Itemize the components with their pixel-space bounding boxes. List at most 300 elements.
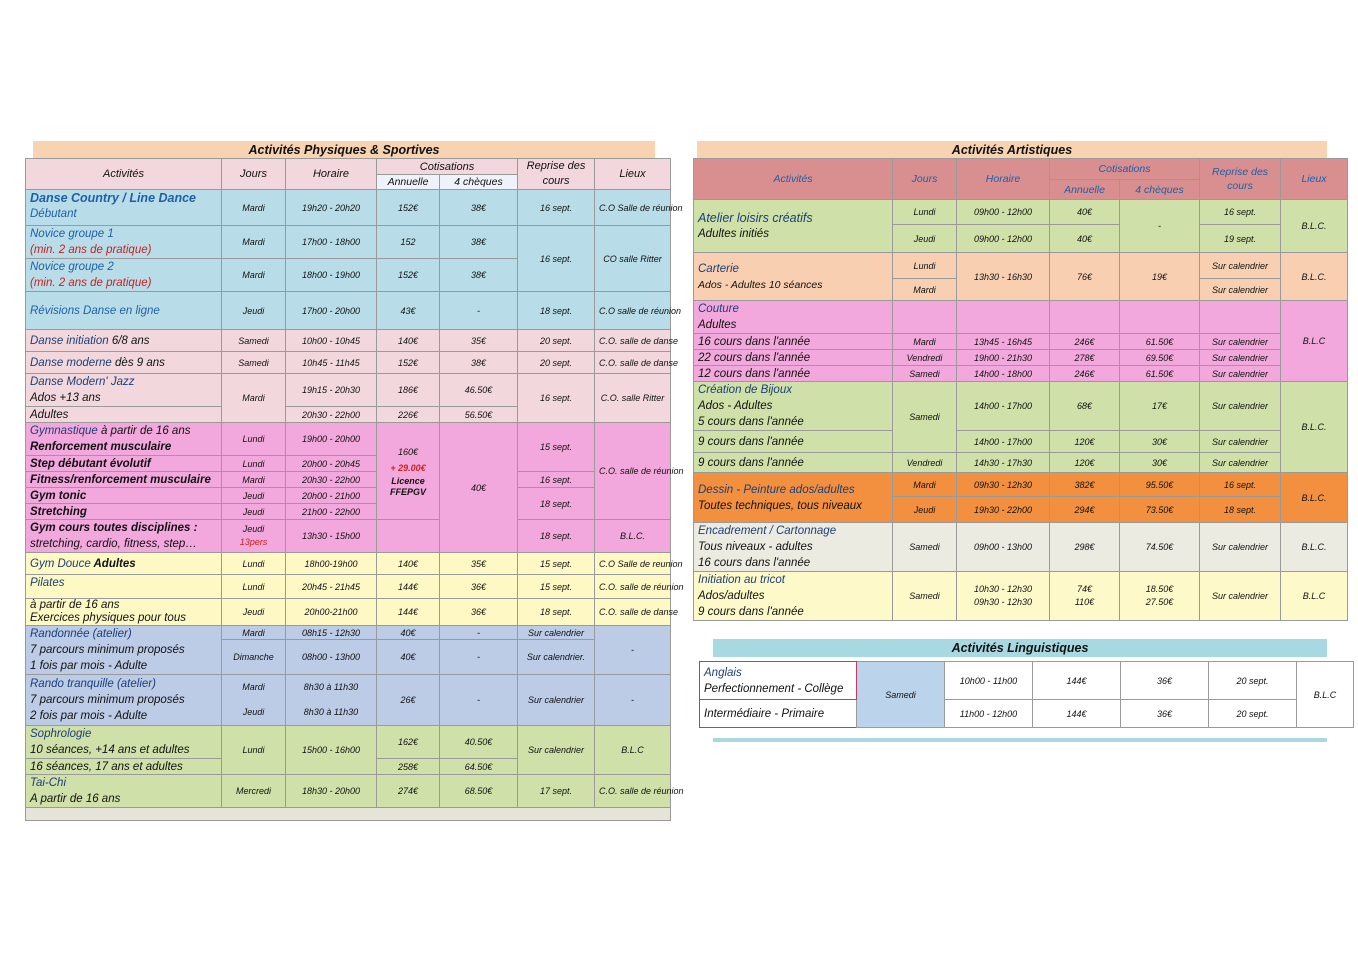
jour-cell: Lundi bbox=[222, 553, 286, 575]
annuelle-cell: 186€ bbox=[377, 374, 440, 407]
header-horaire: Horaire bbox=[957, 159, 1050, 200]
fitness-label: Fitness/renforcement musculaire bbox=[26, 472, 222, 488]
gym-cours-jour: Jeudi bbox=[242, 524, 265, 534]
annuelle-cell: 76€ bbox=[1050, 253, 1120, 301]
gym-cours-places: 13pers bbox=[239, 537, 268, 547]
reprise-cell: Sur calendrier bbox=[1200, 572, 1281, 621]
gym-licence-extra: + 29.00€ bbox=[390, 463, 426, 473]
jour-cell bbox=[893, 301, 957, 334]
cheques-cell: 61.50€ bbox=[1120, 334, 1200, 350]
novice-groupe-1-cell bbox=[26, 226, 222, 259]
novice-groupe-2: Novice groupe 2 bbox=[30, 261, 114, 273]
couture-cell bbox=[694, 301, 893, 334]
gym-douce-cell bbox=[26, 553, 222, 575]
horaire-cell: 19h30 - 22h00 bbox=[957, 497, 1050, 523]
cheques-cell bbox=[1120, 301, 1200, 334]
cheques-cell: 38€ bbox=[440, 259, 518, 292]
annuelle-cell: 144€ bbox=[1033, 700, 1121, 728]
jour-cell: Jeudi bbox=[222, 599, 286, 626]
rando-jour-jeudi: Jeudi bbox=[242, 707, 265, 717]
gymnastique-cell bbox=[26, 423, 222, 456]
reprise-cell: Sur calendrier bbox=[1200, 431, 1281, 453]
atelier-cell bbox=[694, 200, 893, 253]
header-cotisations: Cotisations bbox=[377, 159, 518, 175]
taichi-title: Tai-Chi bbox=[30, 777, 67, 789]
cheques-cell: 36€ bbox=[1121, 700, 1209, 728]
horaire-cell: 18h00 - 19h00 bbox=[286, 259, 377, 292]
reprise-cell: 20 sept. bbox=[1209, 700, 1297, 728]
danse-country-cell bbox=[26, 190, 222, 226]
gym-annuelle: 160€ bbox=[397, 447, 419, 457]
revisions-danse: Révisions Danse en ligne bbox=[26, 292, 222, 330]
cheques-cell: 40.50€ bbox=[440, 726, 518, 759]
randonnee-title: Randonnée (atelier) bbox=[30, 628, 132, 640]
modern-jazz-cell bbox=[26, 374, 222, 407]
artistic-section-title: Activités Artistiques bbox=[697, 141, 1327, 159]
novice-groupe-1-note: (min. 2 ans de pratique) bbox=[30, 244, 152, 256]
danse-moderne-age: dès 9 ans bbox=[111, 356, 165, 369]
annuelle-cell: 382€ bbox=[1050, 473, 1120, 497]
tricot-cheques-1: 18.50€ bbox=[1145, 584, 1174, 594]
annuelle-cell: 274€ bbox=[377, 775, 440, 808]
horaire-cell: 20h45 - 21h45 bbox=[286, 575, 377, 599]
annuelle-cell bbox=[377, 520, 440, 553]
horaire-cell: 20h30 - 22h00 bbox=[286, 407, 377, 423]
lieu-cell: C.O. salle de réunion bbox=[595, 423, 671, 520]
linguistic-section-title: Activités Linguistiques bbox=[713, 639, 1327, 657]
step-label: Step débutant évolutif bbox=[26, 456, 222, 472]
header-lieux: Lieux bbox=[595, 159, 671, 190]
danse-country-debutant: Débutant bbox=[30, 208, 77, 220]
pilates-description: Exercices physiques pour tous bbox=[30, 612, 186, 624]
reprise-cell: 18 sept. bbox=[518, 599, 595, 626]
gym-cheques: 40€ bbox=[440, 423, 518, 553]
annuelle-cell: 144€ bbox=[1033, 662, 1121, 700]
cheques-cell: - bbox=[440, 675, 518, 726]
lieu-cell: B.L.C. bbox=[1281, 473, 1348, 523]
annuelle-cell: 246€ bbox=[1050, 366, 1120, 382]
reprise-cell: 18 sept. bbox=[518, 520, 595, 553]
reprise-cell: Sur calendrier bbox=[1200, 523, 1281, 572]
table-footer-row bbox=[26, 808, 671, 821]
tricot-annuelle-2: 110€ bbox=[1074, 597, 1095, 607]
annuelle-cell: 258€ bbox=[377, 759, 440, 775]
reprise-cell: Sur calendrier bbox=[518, 626, 595, 640]
gym-cours-detail: stretching, cardio, fitness, step… bbox=[30, 538, 197, 550]
jour-cell: Lundi bbox=[222, 575, 286, 599]
couture-option: 16 cours dans l'année bbox=[694, 334, 893, 350]
pilates-cell bbox=[26, 575, 222, 599]
jour-cell: Samedi bbox=[857, 662, 945, 728]
jour-cell: Vendredi bbox=[893, 350, 957, 366]
jour-cell bbox=[222, 675, 286, 726]
jour-cell: Mardi bbox=[893, 473, 957, 497]
danse-country-title: Danse Country / Line Dance bbox=[30, 191, 197, 205]
gym-douce-public: Adultes bbox=[90, 557, 136, 570]
reprise-cell: 16 sept. bbox=[518, 190, 595, 226]
horaire-cell: 11h00 - 12h00 bbox=[945, 700, 1033, 728]
jour-cell: Mardi bbox=[222, 259, 286, 292]
tricot-cours: 9 cours dans l'année bbox=[698, 606, 804, 618]
rando-horaire-2: 8h30 à 11h30 bbox=[303, 707, 359, 717]
cheques-cell: 69.50€ bbox=[1120, 350, 1200, 366]
cheques-cell: - bbox=[440, 292, 518, 330]
cheques-cell: 35€ bbox=[440, 553, 518, 575]
lieu-cell: B.L.C. bbox=[1281, 200, 1348, 253]
header-cheques: 4 chèques bbox=[440, 175, 518, 190]
danse-moderne-label: Danse moderne bbox=[30, 356, 112, 369]
horaire-cell: 20h00-21h00 bbox=[286, 599, 377, 626]
dessin-description: Toutes techniques, tous niveaux bbox=[698, 499, 862, 512]
cheques-cell: 38€ bbox=[440, 226, 518, 259]
header-jours: Jours bbox=[893, 159, 957, 200]
lieu-cell: B.L.C. bbox=[1281, 253, 1348, 301]
annuelle-cell: 152 bbox=[377, 226, 440, 259]
gym-licence-org: FFEPGV bbox=[389, 487, 426, 497]
lieu-cell: B.L.C. bbox=[595, 520, 671, 553]
reprise-cell: 20 sept. bbox=[518, 330, 595, 352]
jour-cell: Mardi bbox=[893, 334, 957, 350]
annuelle-cell: 152€ bbox=[377, 352, 440, 374]
horaire-cell: 08h00 - 13h00 bbox=[286, 640, 377, 675]
header-jours: Jours bbox=[222, 159, 286, 190]
cheques-cell: 56.50€ bbox=[440, 407, 518, 423]
header-cotisations: Cotisations bbox=[1050, 159, 1200, 180]
horaire-cell: 13h45 - 16h45 bbox=[957, 334, 1050, 350]
rando-tranquille-frequence: 2 fois par mois - Adulte bbox=[30, 710, 148, 722]
jour-cell: Jeudi bbox=[893, 497, 957, 523]
taichi-cell bbox=[26, 775, 222, 808]
cheques-cell: 35€ bbox=[440, 330, 518, 352]
reprise-cell: Sur calendrier bbox=[1200, 279, 1281, 301]
horaire-cell: 20h00 - 21h00 bbox=[286, 488, 377, 504]
bijoux-9-cours: 9 cours dans l'année bbox=[694, 431, 893, 453]
randonnee-cell bbox=[26, 626, 222, 675]
jour-cell: Vendredi bbox=[893, 453, 957, 473]
cheques-cell: 68.50€ bbox=[440, 775, 518, 808]
horaire-cell: 19h00 - 20h00 bbox=[286, 423, 377, 456]
bijoux-5-cours: 5 cours dans l'année bbox=[698, 416, 804, 428]
bijoux-title: Création de Bijoux bbox=[698, 384, 792, 396]
encadrement-cours: 16 cours dans l'année bbox=[698, 557, 811, 569]
tricot-cheques-2: 27.50€ bbox=[1145, 597, 1174, 607]
gym-cours-label: Gym cours toutes disciplines : bbox=[30, 522, 198, 534]
gymnastique-age: à partir de 16 ans bbox=[97, 425, 191, 437]
rando-tranquille-parcours: 7 parcours minimum proposés bbox=[30, 694, 185, 706]
cheques-cell: 19€ bbox=[1120, 253, 1200, 301]
cheques-cell: 36€ bbox=[1121, 662, 1209, 700]
reprise-cell: Sur calendrier bbox=[1200, 366, 1281, 382]
cheques-cell: 74.50€ bbox=[1120, 523, 1200, 572]
randonnee-parcours: 7 parcours minimum proposés bbox=[30, 644, 185, 656]
danse-initiation-cell bbox=[26, 330, 222, 352]
cheques-cell: 46.50€ bbox=[440, 374, 518, 407]
dessin-cell bbox=[694, 473, 893, 523]
lieu-cell: C.O. salle de danse bbox=[595, 599, 671, 626]
lieu-cell: C.O. salle de réunion bbox=[595, 775, 671, 808]
horaire-cell: 14h30 - 17h30 bbox=[957, 453, 1050, 473]
couture-public: Adultes bbox=[698, 319, 737, 331]
reprise-cell: 20 sept. bbox=[518, 352, 595, 374]
horaire-cell: 13h30 - 15h00 bbox=[286, 520, 377, 553]
pilates-title: Pilates bbox=[30, 577, 65, 589]
jour-cell: Lundi bbox=[222, 423, 286, 456]
header-activites: Activités bbox=[694, 159, 893, 200]
carterie-cell bbox=[694, 253, 893, 301]
header-annuelle: Annuelle bbox=[1050, 180, 1120, 200]
dessin-title: Dessin - Peinture ados/adultes bbox=[698, 483, 855, 496]
header-activites: Activités bbox=[26, 159, 222, 190]
randonnee-frequence: 1 fois par mois - Adulte bbox=[30, 660, 148, 672]
novice-groupe-1: Novice groupe 1 bbox=[30, 228, 114, 240]
reprise-cell: Sur calendrier bbox=[1200, 350, 1281, 366]
jour-cell bbox=[222, 520, 286, 553]
horaire-cell: 14h00 - 17h00 bbox=[957, 382, 1050, 431]
reprise-cell: Sur calendrier bbox=[1200, 253, 1281, 279]
annuelle-cell: 144€ bbox=[377, 599, 440, 626]
lieu-cell: B.L.C bbox=[1297, 662, 1354, 728]
reprise-cell: Sur calendrier bbox=[1200, 453, 1281, 473]
atelier-title: Atelier loisirs créatifs bbox=[698, 211, 813, 225]
gym-cours-cell bbox=[26, 520, 222, 553]
reprise-cell: 18 sept. bbox=[518, 292, 595, 330]
anglais-perfectionnement: Perfectionnement - Collège bbox=[704, 682, 844, 695]
header-reprise: Reprise des cours bbox=[1200, 159, 1281, 200]
annuelle-cell: 40€ bbox=[377, 626, 440, 640]
horaire-cell: 10h45 - 11h45 bbox=[286, 352, 377, 374]
reprise-cell bbox=[1200, 301, 1281, 334]
cheques-cell: - bbox=[440, 640, 518, 675]
horaire-cell: 19h15 - 20h30 bbox=[286, 374, 377, 407]
jour-cell: Samedi bbox=[893, 366, 957, 382]
danse-moderne-cell bbox=[26, 352, 222, 374]
annuelle-cell: 40€ bbox=[1050, 200, 1120, 225]
linguistic-bottom-bar bbox=[713, 738, 1327, 742]
lieu-cell: B.L.C. bbox=[1281, 382, 1348, 473]
jour-cell: Dimanche bbox=[222, 640, 286, 675]
lieu-cell: C.O. salle de danse bbox=[595, 330, 671, 352]
gym-douce-label: Gym Douce bbox=[30, 557, 91, 570]
annuelle-cell bbox=[1050, 301, 1120, 334]
encadrement-cell bbox=[694, 523, 893, 572]
jour-cell: Samedi bbox=[893, 382, 957, 453]
anglais-title: Anglais bbox=[704, 666, 742, 679]
horaire-cell: 18h30 - 20h00 bbox=[286, 775, 377, 808]
annuelle-cell: 120€ bbox=[1050, 431, 1120, 453]
reprise-cell: 16 sept. bbox=[518, 374, 595, 423]
horaire-cell: 19h20 - 20h20 bbox=[286, 190, 377, 226]
cheques-cell: 95.50€ bbox=[1120, 473, 1200, 497]
header-horaire: Horaire bbox=[286, 159, 377, 190]
tricot-title: Initiation au tricot bbox=[698, 574, 785, 586]
lieu-cell: B.L.C bbox=[1281, 572, 1348, 621]
header-reprise: Reprise des cours bbox=[518, 159, 595, 190]
reprise-cell: Sur calendrier bbox=[1200, 382, 1281, 431]
couture-option: 22 cours dans l'année bbox=[694, 350, 893, 366]
renforcement-label: Renforcement musculaire bbox=[30, 441, 172, 453]
jour-cell: Mardi bbox=[893, 279, 957, 301]
jour-cell: Mercredi bbox=[222, 775, 286, 808]
modern-jazz-adultes: Adultes bbox=[26, 407, 222, 423]
jour-cell: Jeudi bbox=[222, 292, 286, 330]
sophrologie-title: Sophrologie bbox=[30, 728, 92, 740]
cheques-cell: 73.50€ bbox=[1120, 497, 1200, 523]
modern-jazz-ados: Ados +13 ans bbox=[30, 392, 101, 404]
annuelle-cell: 120€ bbox=[1050, 453, 1120, 473]
jour-cell: Mardi bbox=[222, 226, 286, 259]
lieu-cell: B.L.C bbox=[1281, 301, 1348, 382]
jour-cell: Mardi bbox=[222, 472, 286, 488]
jour-cell: Lundi bbox=[222, 726, 286, 775]
modern-jazz-title: Danse Modern' Jazz bbox=[30, 376, 135, 388]
danse-initiation-age: 6/8 ans bbox=[108, 334, 150, 347]
reprise-cell: 17 sept. bbox=[518, 775, 595, 808]
cheques-cell: - bbox=[1120, 200, 1200, 253]
reprise-cell: 20 sept. bbox=[1209, 662, 1297, 700]
annuelle-cell: 68€ bbox=[1050, 382, 1120, 431]
lieu-cell: C.O Salle de réunion bbox=[595, 190, 671, 226]
sophrologie-cell bbox=[26, 726, 222, 759]
horaire-cell bbox=[286, 675, 377, 726]
reprise-cell: 15 sept. bbox=[518, 553, 595, 575]
cheques-cell: 38€ bbox=[440, 190, 518, 226]
annuelle-cell: 140€ bbox=[377, 553, 440, 575]
horaire-cell: 14h00 - 17h00 bbox=[957, 431, 1050, 453]
taichi-age: A partir de 16 ans bbox=[30, 793, 121, 805]
horaire-cell: 10h00 - 11h00 bbox=[945, 662, 1033, 700]
header-cheques: 4 chèques bbox=[1120, 180, 1200, 200]
carterie-title: Carterie bbox=[698, 262, 739, 275]
gymnastique-title: Gymnastique bbox=[30, 425, 98, 437]
lieu-cell: C.O. salle Ritter bbox=[595, 374, 671, 423]
encadrement-title: Encadrement / Cartonnage bbox=[698, 525, 837, 537]
jour-cell: Lundi bbox=[893, 253, 957, 279]
lieu-cell: C.O. salle de danse bbox=[595, 352, 671, 374]
annuelle-cell: 140€ bbox=[377, 330, 440, 352]
gym-cotisation-cell bbox=[377, 423, 440, 520]
horaire-cell: 17h00 - 20h00 bbox=[286, 292, 377, 330]
annuelle-cell: 40€ bbox=[377, 640, 440, 675]
jour-cell: Samedi bbox=[222, 352, 286, 374]
annuelle-cell: 152€ bbox=[377, 259, 440, 292]
reprise-cell: 18 sept. bbox=[1200, 497, 1281, 523]
tricot-cell bbox=[694, 572, 893, 621]
reprise-cell: Sur calendrier bbox=[518, 726, 595, 775]
novice-groupe-2-cell bbox=[26, 259, 222, 292]
cheques-cell: 17€ bbox=[1120, 382, 1200, 431]
header-annuelle: Annuelle bbox=[377, 175, 440, 190]
tricot-annuelle-1: 74€ bbox=[1076, 584, 1093, 594]
horaire-cell: 08h15 - 12h30 bbox=[286, 626, 377, 640]
reprise-cell: 16 sept. bbox=[1200, 200, 1281, 225]
physical-section-title: Activités Physiques & Sportives bbox=[33, 141, 655, 159]
lieu-cell: - bbox=[595, 626, 671, 675]
horaire-cell: 19h00 - 21h30 bbox=[957, 350, 1050, 366]
jour-cell: Lundi bbox=[893, 200, 957, 225]
tricot-horaire-2: 09h30 - 12h30 bbox=[973, 597, 1033, 607]
cheques-cell bbox=[1120, 572, 1200, 621]
horaire-cell: 13h30 - 16h30 bbox=[957, 253, 1050, 301]
tricot-horaire-1: 10h30 - 12h30 bbox=[973, 584, 1033, 594]
lieu-cell: - bbox=[595, 675, 671, 726]
lieu-cell: C.O Salle de reunion bbox=[595, 553, 671, 575]
horaire-cell: 15h00 - 16h00 bbox=[286, 726, 377, 775]
gym-tonic-label: Gym tonic bbox=[26, 488, 222, 504]
pilates-detail-cell bbox=[26, 599, 222, 626]
horaire-cell: 21h00 - 22h00 bbox=[286, 504, 377, 520]
jour-cell: Mardi bbox=[222, 626, 286, 640]
bijoux-cell bbox=[694, 382, 893, 431]
stretching-label: Stretching bbox=[26, 504, 222, 520]
jour-cell: Mardi bbox=[222, 190, 286, 226]
reprise-cell: 15 sept. bbox=[518, 423, 595, 472]
artistic-activities-table bbox=[693, 158, 1348, 621]
cheques-cell: - bbox=[440, 626, 518, 640]
annuelle-cell: 43€ bbox=[377, 292, 440, 330]
horaire-cell: 20h00 - 20h45 bbox=[286, 456, 377, 472]
atelier-public: Adultes initiés bbox=[698, 228, 769, 240]
lieu-cell: C.O. salle de réunion bbox=[595, 575, 671, 599]
reprise-cell: Sur calendrier. bbox=[518, 640, 595, 675]
jour-cell: Lundi bbox=[222, 456, 286, 472]
encadrement-public: Tous niveaux - adultes bbox=[698, 541, 813, 553]
annuelle-cell: 40€ bbox=[1050, 225, 1120, 253]
cheques-cell: 36€ bbox=[440, 575, 518, 599]
lieu-cell: B.L.C bbox=[595, 726, 671, 775]
bijoux-9-cours-vendredi: 9 cours dans l'année bbox=[694, 453, 893, 473]
rando-tranquille-cell bbox=[26, 675, 222, 726]
reprise-cell: Sur calendrier bbox=[1200, 334, 1281, 350]
reprise-cell: 16 sept. bbox=[518, 226, 595, 292]
annuelle-cell: 226€ bbox=[377, 407, 440, 423]
horaire-cell: 14h00 - 18h00 bbox=[957, 366, 1050, 382]
horaire-cell: 18h00-19h00 bbox=[286, 553, 377, 575]
reprise-cell: Sur calendrier bbox=[518, 675, 595, 726]
cheques-cell: 38€ bbox=[440, 352, 518, 374]
lieu-cell: CO salle Ritter bbox=[595, 226, 671, 292]
reprise-cell: 18 sept. bbox=[518, 488, 595, 520]
jour-cell: Jeudi bbox=[222, 488, 286, 504]
couture-title: Couture bbox=[698, 303, 739, 315]
annuelle-cell: 294€ bbox=[1050, 497, 1120, 523]
annuelle-cell: 162€ bbox=[377, 726, 440, 759]
novice-groupe-2-note: (min. 2 ans de pratique) bbox=[30, 277, 152, 289]
annuelle-cell bbox=[1050, 572, 1120, 621]
reprise-cell: 16 sept. bbox=[518, 472, 595, 488]
jour-cell: Samedi bbox=[222, 330, 286, 352]
linguistic-activities-table bbox=[699, 661, 1354, 728]
physical-activities-table bbox=[25, 158, 684, 821]
carterie-public: Ados - Adultes 10 séances bbox=[698, 278, 823, 291]
annuelle-cell: 246€ bbox=[1050, 334, 1120, 350]
sophrologie-10-seances: 10 séances, +14 ans et adultes bbox=[30, 744, 190, 756]
horaire-cell bbox=[957, 572, 1050, 621]
lieu-cell: B.L.C. bbox=[1281, 523, 1348, 572]
jour-cell: Samedi bbox=[893, 572, 957, 621]
reprise-cell: 15 sept. bbox=[518, 575, 595, 599]
reprise-cell: 19 sept. bbox=[1200, 225, 1281, 253]
horaire-cell: 09h00 - 13h00 bbox=[957, 523, 1050, 572]
annuelle-cell: 298€ bbox=[1050, 523, 1120, 572]
jour-cell: Jeudi bbox=[222, 504, 286, 520]
rando-horaire-1: 8h30 à 11h30 bbox=[303, 682, 359, 692]
jour-cell: Jeudi bbox=[893, 225, 957, 253]
cheques-cell: 61.50€ bbox=[1120, 366, 1200, 382]
horaire-cell: 09h30 - 12h30 bbox=[957, 473, 1050, 497]
header-lieux: Lieux bbox=[1281, 159, 1348, 200]
cheques-cell: 36€ bbox=[440, 599, 518, 626]
bijoux-public: Ados - Adultes bbox=[698, 400, 773, 412]
